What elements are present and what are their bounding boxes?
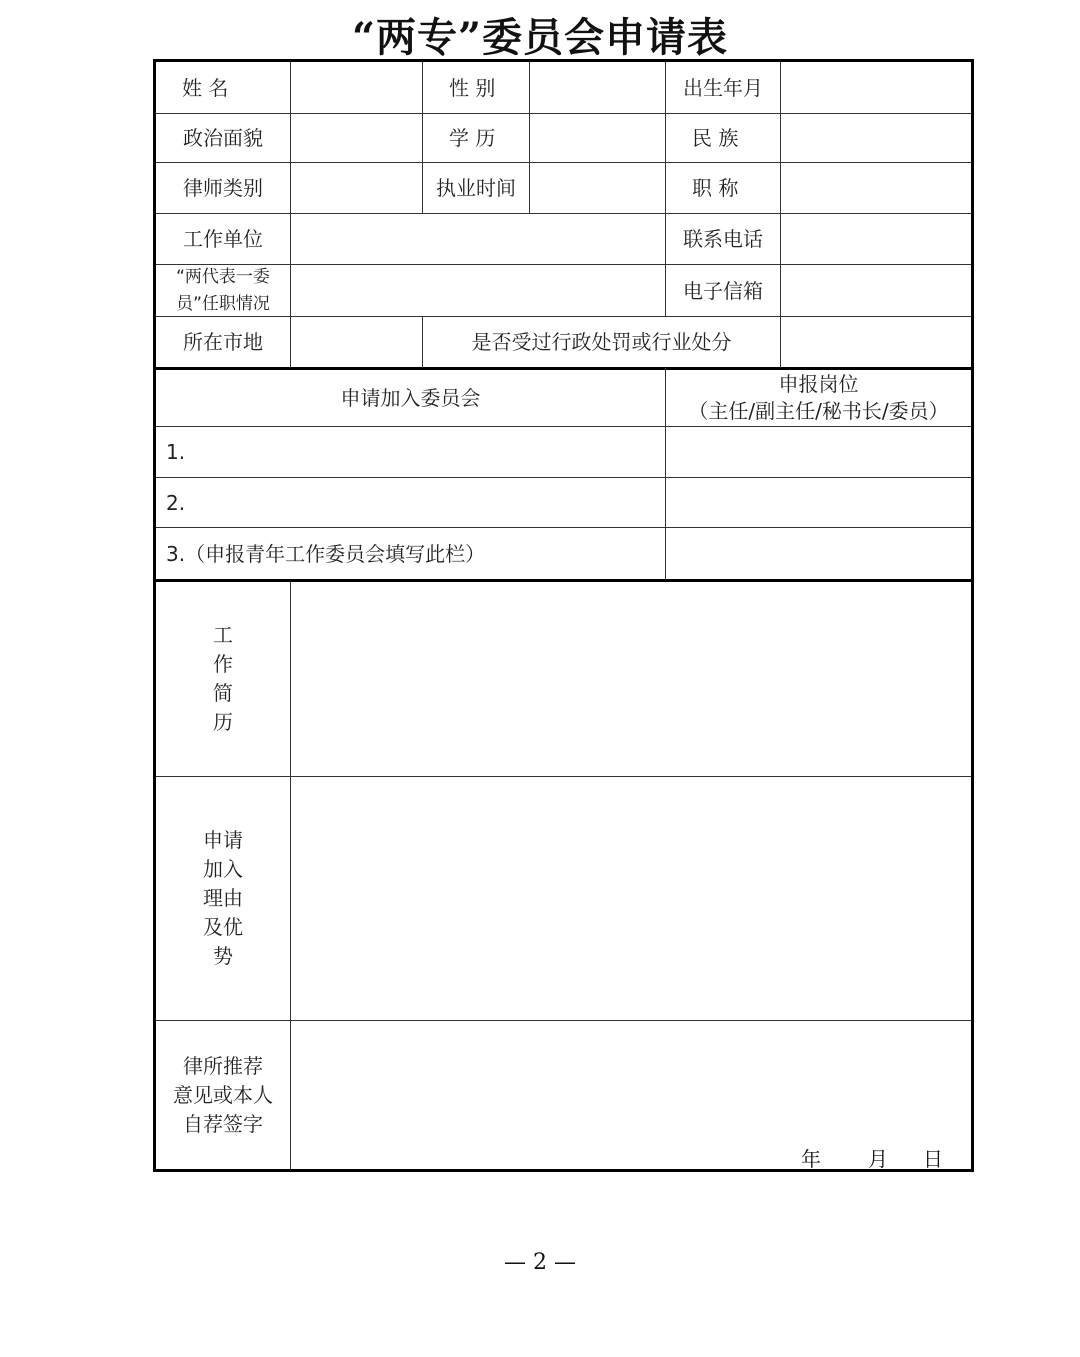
lawyer-type-field[interactable] xyxy=(291,163,422,213)
committee-item-3[interactable]: 3.（申报青年工作委员会填写此栏） xyxy=(166,541,486,566)
form-title: “两专”委员会申请表 xyxy=(351,14,728,61)
two-reps-field[interactable] xyxy=(291,265,665,316)
position-header: 申报岗位 （主任/副主任/秘书长/委员） xyxy=(688,372,949,423)
politics-field[interactable] xyxy=(291,114,422,162)
position-field-3[interactable] xyxy=(666,528,971,579)
page-number: — 2 — xyxy=(504,1250,576,1275)
email-field[interactable] xyxy=(781,265,971,316)
gender-field[interactable] xyxy=(530,62,665,113)
date-day: 日 xyxy=(923,1147,943,1171)
date-month: 月 xyxy=(868,1147,888,1171)
city-field[interactable] xyxy=(291,317,422,367)
recommend-label: 律所推荐 意见或本人 自荐签字 xyxy=(173,1053,273,1136)
resume-label: 工 作 简 历 xyxy=(213,623,233,734)
resume-field[interactable] xyxy=(291,582,971,776)
ethnicity-field[interactable] xyxy=(781,114,971,162)
reason-field[interactable] xyxy=(291,777,971,1020)
city-label: 所在市地 xyxy=(183,330,263,354)
committee-header: 申请加入委员会 xyxy=(340,386,481,410)
name-field[interactable] xyxy=(291,62,422,113)
penalty-field[interactable] xyxy=(781,317,971,367)
politics-label: 政治面貌 xyxy=(183,126,263,150)
work-unit-label: 工作单位 xyxy=(183,227,263,251)
reason-label: 申请 加入 理由 及优 势 xyxy=(203,828,243,968)
application-form xyxy=(153,59,974,1172)
education-field[interactable] xyxy=(530,114,665,162)
birth-field[interactable] xyxy=(781,62,971,113)
phone-label: 联系电话 xyxy=(683,227,763,251)
practice-time-label: 执业时间 xyxy=(436,176,516,200)
position-field-1[interactable] xyxy=(666,427,971,477)
title-field[interactable] xyxy=(781,163,971,213)
date-year: 年 xyxy=(801,1147,821,1171)
penalty-label: 是否受过行政处罚或行业处分 xyxy=(471,330,732,354)
committee-item-1[interactable]: 1. xyxy=(166,440,186,464)
practice-time-field[interactable] xyxy=(530,163,665,213)
title-label: 职 称 xyxy=(692,176,739,200)
name-label: 姓 名 xyxy=(182,75,229,100)
two-reps-label: “两代表一委 员”任职情况 xyxy=(176,267,270,314)
ethnicity-label: 民 族 xyxy=(692,126,739,150)
gender-label: 性 别 xyxy=(449,75,496,100)
committee-item-2[interactable]: 2. xyxy=(166,490,186,515)
lawyer-type-label: 律师类别 xyxy=(183,176,263,200)
birth-label: 出生年月 xyxy=(683,75,763,100)
email-label: 电子信箱 xyxy=(683,278,763,303)
education-label: 学 历 xyxy=(449,126,496,150)
work-unit-field[interactable] xyxy=(291,214,665,264)
position-field-2[interactable] xyxy=(666,478,971,527)
phone-field[interactable] xyxy=(781,214,971,264)
